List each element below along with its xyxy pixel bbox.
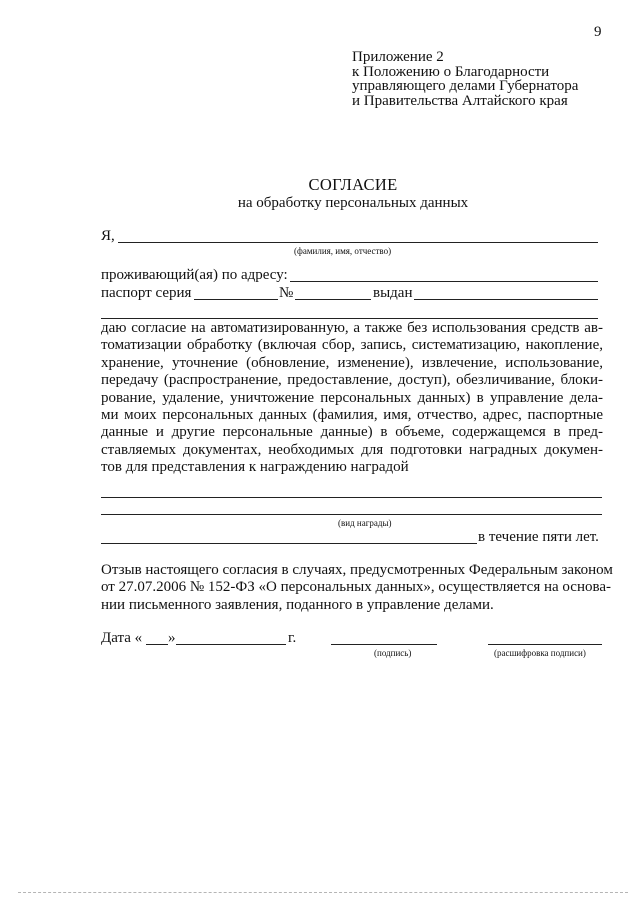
date-month-field[interactable] <box>176 644 286 645</box>
applicant-name-field[interactable] <box>118 242 598 243</box>
date-year-suffix: г. <box>288 630 297 646</box>
consent-line: тов для представления к награждению наградой <box>101 459 409 476</box>
consent-paragraph <box>101 320 603 477</box>
passport-issued-label: выдан <box>373 285 413 301</box>
passport-series-label: паспорт серия <box>101 285 192 301</box>
signature-decoding-caption: (расшифровка подписи) <box>494 648 586 658</box>
passport-series-field[interactable] <box>194 299 278 300</box>
passport-issued-continuation-field[interactable] <box>101 318 598 319</box>
revocation-paragraph <box>101 562 613 614</box>
consent-line: даю согласие на автоматизированную, а также без использования средств ав- <box>101 320 603 336</box>
signature-field[interactable] <box>331 644 437 645</box>
signature-decoding-field[interactable] <box>488 644 602 645</box>
award-term-text: в течение пяти лет. <box>478 529 599 545</box>
consent-line: рование, удаление, уничтожение персональных данных) в управление дела- <box>101 389 603 406</box>
appendix-line: к Положению о Благодарности <box>352 63 550 80</box>
revocation-line: от 27.07.2006 № 152-ФЗ «О персональных данных», осуществляется на основа- <box>101 579 612 596</box>
consent-line: ставляемых документах, необходимых для подготовки наградных докумен- <box>101 441 603 458</box>
applicant-caption: (фамилия, имя, отчество) <box>294 246 392 256</box>
address-field[interactable] <box>290 281 598 282</box>
award-term-field[interactable] <box>101 543 477 544</box>
page-number: 9 <box>594 24 602 40</box>
award-field-line-1[interactable] <box>101 497 602 498</box>
revocation-line: Отзыв настоящего согласия в случаях, предусмотренных Федеральным законом <box>101 562 613 578</box>
consent-line: ми моих персональных данных (фамилия, имя, отчество, адрес, паспортные <box>101 407 603 424</box>
appendix-line: управляющего делами Губернатора <box>352 78 579 94</box>
appendix-header <box>352 50 578 108</box>
appendix-line: и Правительства Алтайского края <box>352 92 568 109</box>
signature-caption: (подпись) <box>374 648 412 658</box>
date-label: Дата « <box>101 630 143 646</box>
consent-line: передачу (распространение, предоставление, доступ), обезличивание, блоки- <box>101 372 603 389</box>
document-subtitle: на обработку персональных данных <box>237 195 469 211</box>
consent-line: хранение, уточнение (обновление, изменение), извлечение, использование, <box>101 354 603 371</box>
passport-number-label: № <box>279 285 294 301</box>
passport-number-field[interactable] <box>295 299 371 300</box>
consent-line: томатизации обработку (включая сбор, запись, систематизацию, накопление, <box>101 337 603 354</box>
consent-line: данные и другие персональные данные) в объеме, содержащемся в пред- <box>101 424 603 441</box>
document-title: СОГЛАСИЕ <box>308 175 398 194</box>
applicant-label: Я, <box>101 228 115 244</box>
award-field-line-2[interactable] <box>101 514 602 515</box>
scan-edge-divider <box>18 892 628 893</box>
passport-issued-field[interactable] <box>414 299 598 300</box>
address-label: проживающий(ая) по адресу: <box>101 267 288 283</box>
date-quote-close: » <box>168 630 176 646</box>
revocation-line: нии письменного заявления, поданного в управление делами. <box>101 596 494 613</box>
award-caption: (вид награды) <box>338 518 392 528</box>
appendix-line: Приложение 2 <box>352 49 444 65</box>
date-day-field[interactable] <box>146 644 168 645</box>
